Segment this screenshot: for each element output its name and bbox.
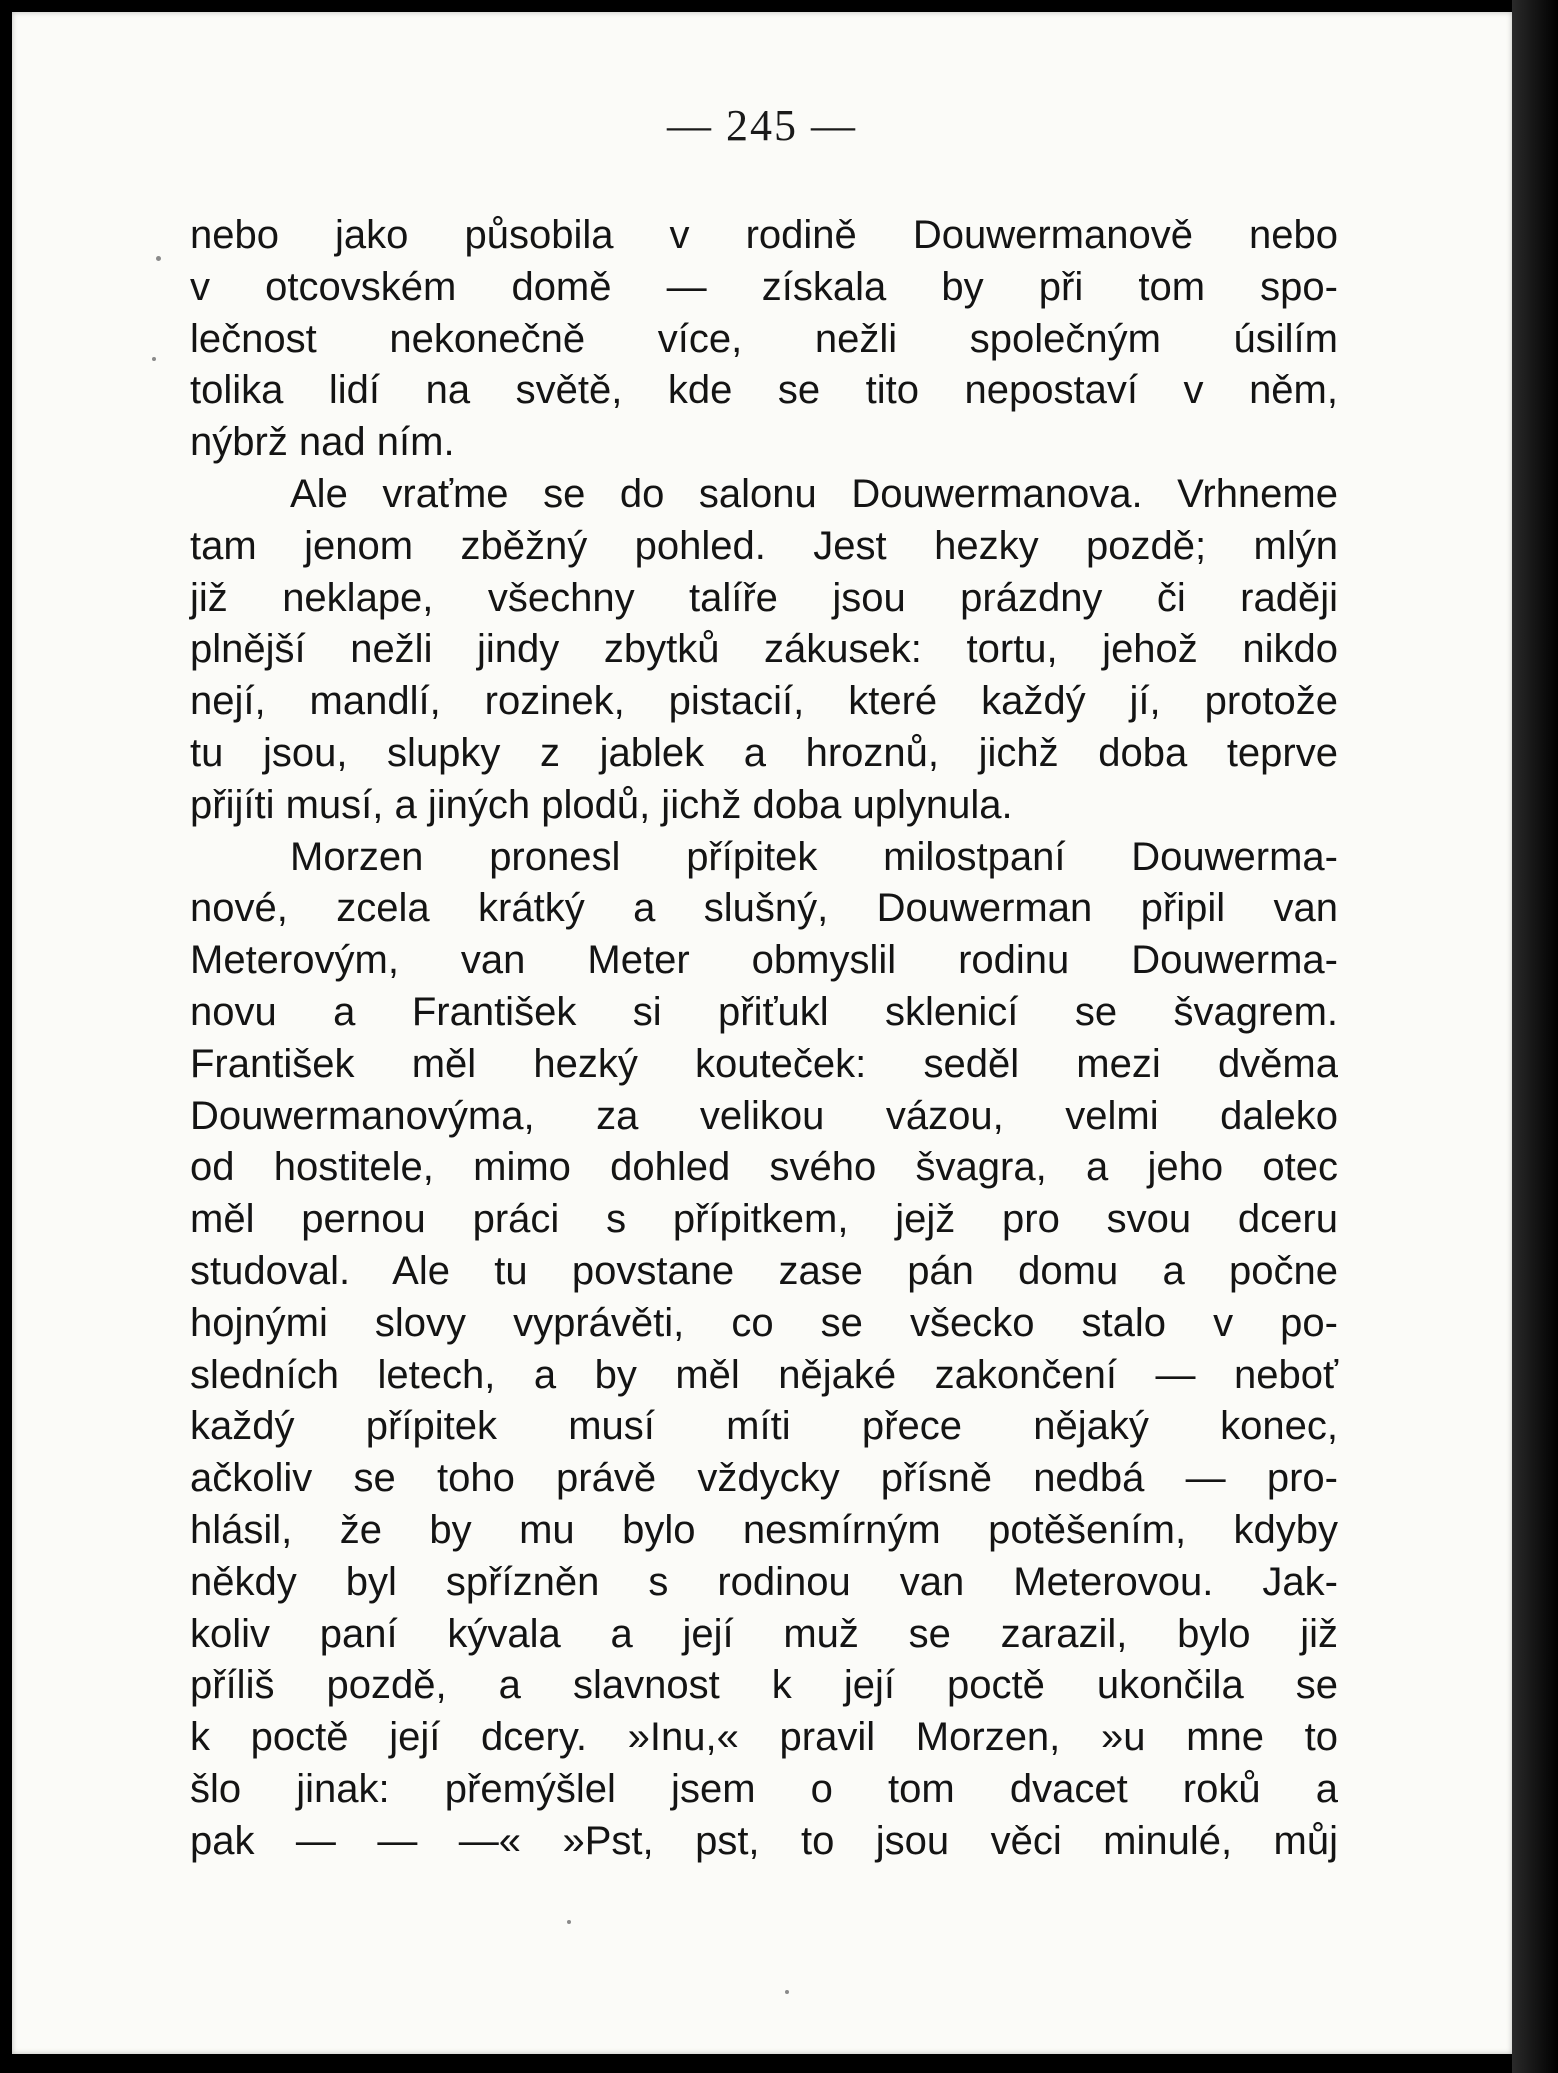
text-line: šlo jinak: přemýšlel jsem o tom dvacet roků a — [190, 1766, 1338, 1811]
dust-speck — [152, 357, 156, 361]
page-number: — 245 — — [667, 101, 857, 150]
text-line: ačkoliv se toho právě vždycky přísně nedbá — pro- — [190, 1456, 1338, 1501]
text-line: tu jsou, slupky z jablek a hroznů, jichž doba teprve — [190, 730, 1338, 775]
text-line: hojnými slovy vyprávěti, co se všecko stalo v po- — [190, 1300, 1338, 1345]
text-line: tolika lidí na světě, kde se tito nepostaví v něm, — [190, 368, 1338, 413]
text-line: pak — — —« »Pst, pst, to jsou věci minulé, můj — [190, 1818, 1338, 1863]
text-line: nejí, mandlí, rozinek, pistacií, které každý jí, protože — [190, 679, 1338, 724]
text-line: Meterovým, van Meter obmyslil rodinu Douwerma- — [190, 938, 1338, 983]
text-line: studoval. Ale tu povstane zase pán domu a počne — [190, 1248, 1338, 1293]
text-line: nebo jako působila v rodině Douwermanově nebo — [190, 213, 1338, 257]
text-line: tam jenom zběžný pohled. Jest hezky pozdě; mlýn — [190, 523, 1338, 568]
text-line: koliv paní kývala a její muž se zarazil, bylo již — [190, 1611, 1338, 1656]
text-line: František měl hezký koutеček: seděl mezi dvěma — [190, 1041, 1338, 1086]
text-line: lečnost nekonečně více, nežli společným úsilím — [190, 316, 1338, 361]
text-line: Douwermanovýma, za velikou vázou, velmi daleko — [190, 1093, 1338, 1138]
text-line: měl pernou práci s přípitkem, jejž pro svou dceru — [190, 1197, 1338, 1242]
text-line: Ale vraťme se do salonu Douwermanova. Vrhneme — [290, 471, 1338, 516]
text-line: již neklape, všechny talíře jsou prázdny či raději — [190, 575, 1338, 620]
text-line: Morzen pronesl přípitek milostpaní Douwerma- — [290, 834, 1338, 879]
text-line: přijíti musí, a jiných plodů, jichž doba uplynula. — [190, 782, 1013, 827]
text-line: příliš pozdě, a slavnost k její poctě ukončila se — [190, 1663, 1338, 1708]
text-line: v otcovském domě — získala by při tom spo- — [190, 264, 1338, 309]
dust-speck — [156, 256, 161, 261]
text-line: někdy byl spřízněn s rodinou van Meterovou. Jak- — [190, 1559, 1338, 1604]
text-line: plnější nežli jindy zbytků zákusek: tortu, jehož nikdo — [190, 627, 1338, 672]
text-line: nové, zcela krátký a slušný, Douwerman připil van — [190, 886, 1338, 931]
book-page — [12, 12, 1512, 2054]
text-line: každý přípitek musí míti přece nějaký konec, — [190, 1404, 1338, 1449]
text-line: nýbrž nad ním. — [190, 420, 455, 465]
text-line: hlásil, že by mu bylo nesmírným potěšením, kdyby — [190, 1507, 1338, 1552]
text-line: k poctě její dcery. »Inu,« pravil Morzen, »u mne to — [190, 1715, 1338, 1760]
body-text — [190, 210, 1338, 1868]
text-line: novu a František si přiťukl sklenicí se švagrem. — [190, 989, 1338, 1034]
text-line: sledních letech, a by měl nějaké zakončení — neboť — [190, 1352, 1338, 1397]
dust-speck — [567, 1920, 571, 1924]
scan-edge-shadow — [1512, 0, 1558, 2073]
text-line: od hostitele, mimo dohled svého švagra, a jeho otec — [190, 1145, 1338, 1190]
dust-speck — [785, 1990, 789, 1994]
